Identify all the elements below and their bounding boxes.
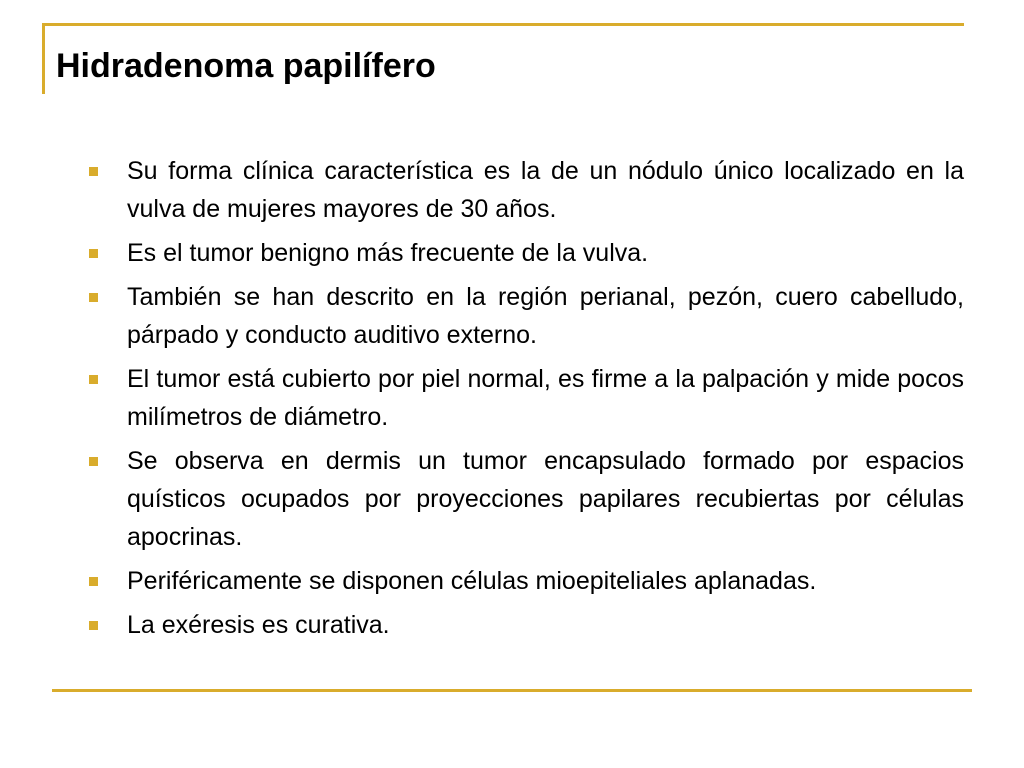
- square-bullet-icon: [89, 249, 98, 258]
- top-rule: [42, 23, 964, 26]
- bullet-text: El tumor está cubierto por piel normal, es firme a la palpación y mide pocos milímetros de diámetro.: [127, 365, 964, 431]
- bullet-text: Periféricamente se disponen células mioepiteliales aplanadas.: [127, 567, 817, 595]
- bullet-text: Se observa en dermis un tumor encapsulado formado por espacios quísticos ocupados por proyecciones papilares recubiertas por células apocrinas.: [127, 447, 964, 551]
- square-bullet-icon: [89, 621, 98, 630]
- bullet-item: [86, 152, 964, 228]
- bottom-rule: [52, 689, 972, 692]
- bullet-list: [86, 152, 964, 650]
- bullet-text: La exéresis es curativa.: [127, 611, 390, 639]
- square-bullet-icon: [89, 293, 98, 302]
- square-bullet-icon: [89, 167, 98, 176]
- square-bullet-icon: [89, 375, 98, 384]
- slide-title: Hidradenoma papilífero: [56, 47, 436, 85]
- bullet-item: [86, 606, 964, 644]
- bullet-item: [86, 234, 964, 272]
- bullet-text: Es el tumor benigno más frecuente de la vulva.: [127, 239, 649, 267]
- square-bullet-icon: [89, 577, 98, 586]
- bullet-item: [86, 360, 964, 436]
- bullet-item: [86, 278, 964, 354]
- left-rule: [42, 23, 45, 94]
- bullet-text: Su forma clínica característica es la de un nódulo único localizado en la vulva de mujeres mayores de 30 años.: [127, 157, 964, 223]
- bullet-item: [86, 562, 964, 600]
- square-bullet-icon: [89, 457, 98, 466]
- bullet-item: [86, 442, 964, 556]
- bullet-text: También se han descrito en la región perianal, pezón, cuero cabelludo, párpado y conducto auditivo externo.: [127, 283, 964, 349]
